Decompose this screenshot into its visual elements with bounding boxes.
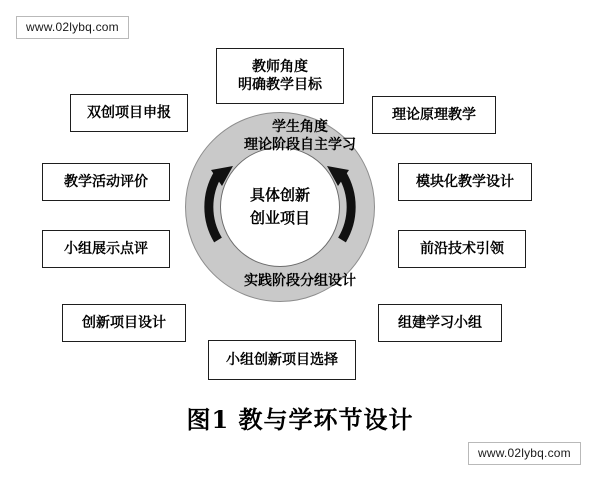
node-frontier-technology-leading[interactable]: 前沿技术引领 [398, 230, 526, 268]
node-teacher-perspective[interactable] [216, 48, 344, 104]
ring-label-top-line1: 学生角度 [272, 119, 328, 135]
figure-caption: 图1 教与学环节设计 [186, 405, 414, 434]
node-modular-teaching-design[interactable]: 模块化教学设计 [398, 163, 532, 201]
watermark-badge-bottom: www.02lybq.com [468, 442, 581, 465]
node-build-study-group[interactable]: 组建学习小组 [378, 304, 502, 342]
ring-label-student-perspective [244, 118, 356, 154]
node-innovation-project-design[interactable]: 创新项目设计 [62, 304, 186, 342]
ring-center-label [220, 147, 340, 267]
node-teacher-perspective-line2: 明确教学目标 [238, 77, 322, 93]
node-teacher-perspective-line1: 教师角度 [252, 58, 308, 75]
watermark-badge-top: www.02lybq.com [16, 16, 129, 39]
ring-label-top-line2: 理论阶段自主学习 [244, 137, 356, 154]
node-group-innovation-project-selection[interactable]: 小组创新项目选择 [208, 340, 356, 380]
ring-center-line2: 创业项目 [249, 209, 310, 227]
node-teaching-activity-evaluation[interactable]: 教学活动评价 [42, 163, 170, 201]
ring-center-line1: 具体创新 [249, 186, 310, 205]
node-theory-principle-teaching[interactable]: 理论原理教学 [372, 96, 496, 134]
ring-label-practice-stage: 实践阶段分组设计 [244, 273, 356, 289]
node-double-innovation-application[interactable]: 双创项目申报 [70, 94, 188, 132]
node-group-presentation-comment[interactable]: 小组展示点评 [42, 230, 170, 268]
